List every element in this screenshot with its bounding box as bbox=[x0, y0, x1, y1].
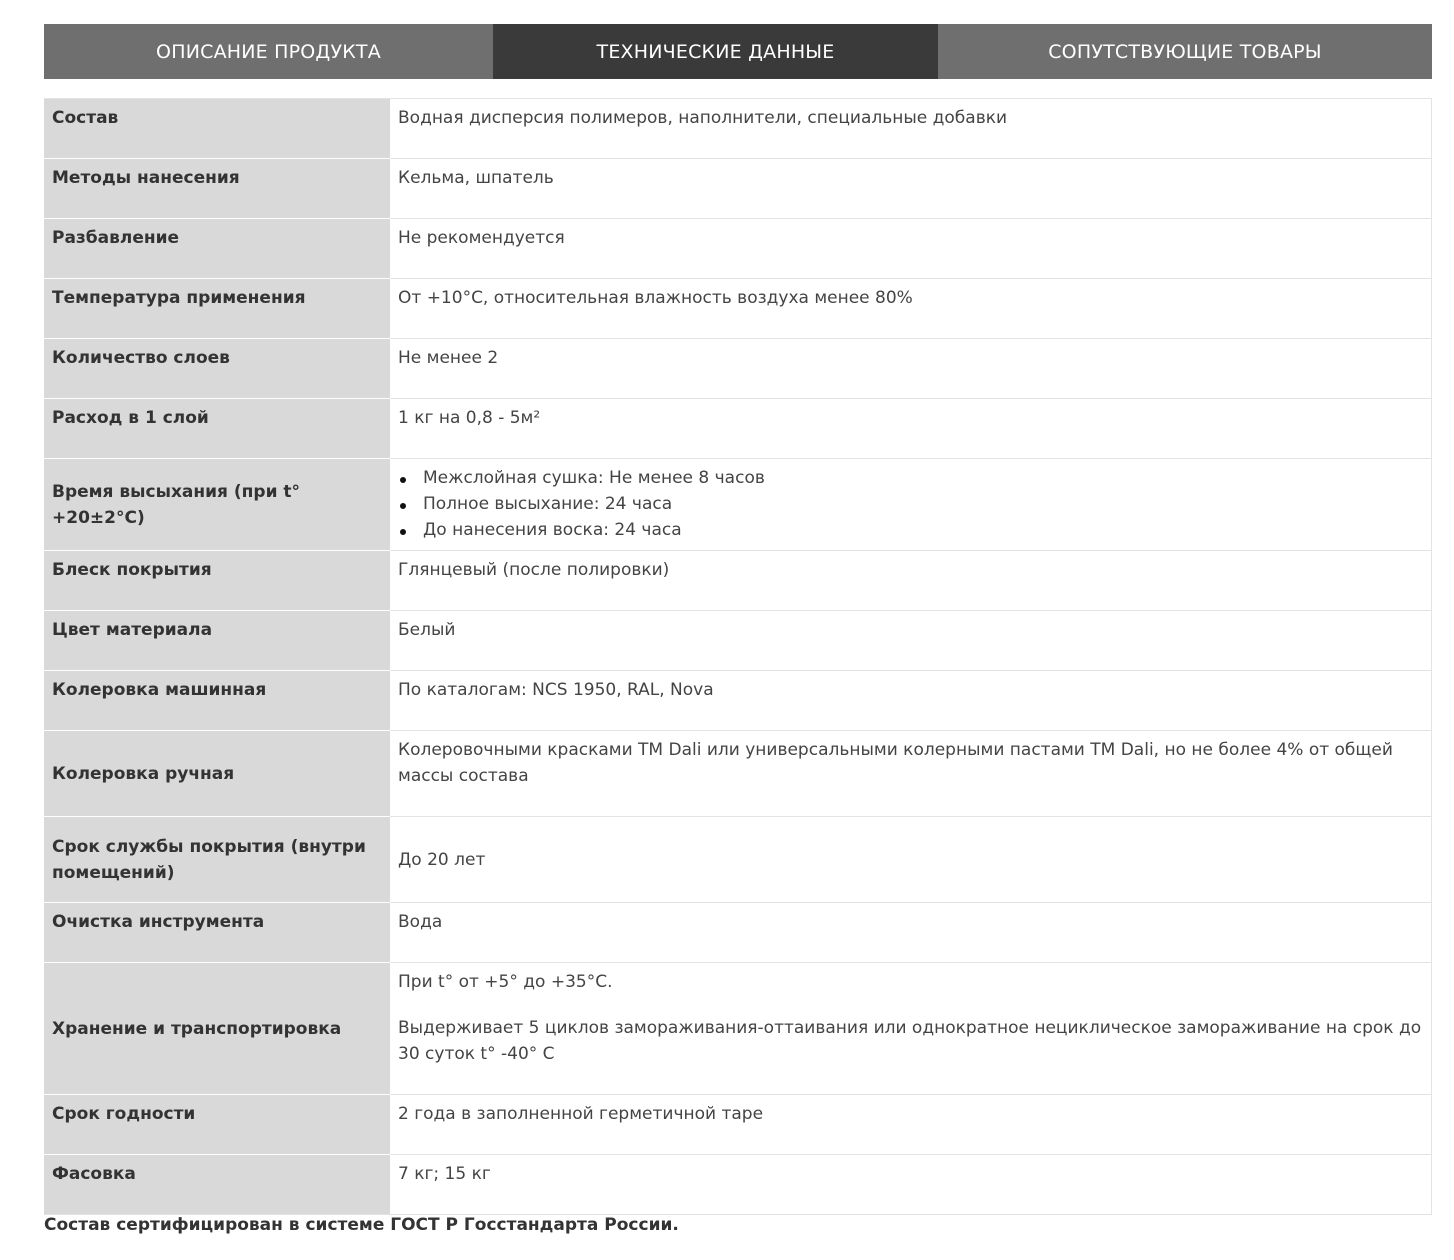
storage-paragraph: При t° от +5° до +35°С. bbox=[398, 972, 613, 992]
table-row bbox=[44, 903, 1432, 963]
list-item: Полное высыхание: 24 часа bbox=[398, 491, 1423, 517]
spec-value: Водная дисперсия полимеров, наполнители, специальные добавки bbox=[390, 99, 1432, 159]
spec-label: Разбавление bbox=[44, 219, 390, 279]
spec-value: 7 кг; 15 кг bbox=[390, 1155, 1432, 1215]
spec-value: От +10°С, относительная влажность воздуха менее 80% bbox=[390, 279, 1432, 339]
table-row bbox=[44, 279, 1432, 339]
table-row bbox=[44, 731, 1432, 817]
spec-label: Блеск покрытия bbox=[44, 551, 390, 611]
spec-label: Колеровка машинная bbox=[44, 671, 390, 731]
spec-value bbox=[390, 963, 1432, 1095]
table-row bbox=[44, 159, 1432, 219]
list-item: Межслойная сушка: Не менее 8 часов bbox=[398, 465, 1423, 491]
table-row bbox=[44, 219, 1432, 279]
table-row bbox=[44, 339, 1432, 399]
table-row bbox=[44, 1095, 1432, 1155]
table-row bbox=[44, 551, 1432, 611]
spec-label: Срок службы покрытия (внутри помещений) bbox=[44, 817, 390, 903]
tab-bar bbox=[44, 24, 1432, 79]
spec-value: Не рекомендуется bbox=[390, 219, 1432, 279]
tab-product-description[interactable]: ОПИСАНИЕ ПРОДУКТА bbox=[44, 24, 493, 79]
spec-label: Температура применения bbox=[44, 279, 390, 339]
spec-value: Кельма, шпатель bbox=[390, 159, 1432, 219]
tab-related-products[interactable]: СОПУТСТВУЮЩИЕ ТОВАРЫ bbox=[938, 24, 1432, 79]
spec-label: Колеровка ручная bbox=[44, 731, 390, 817]
spec-label: Методы нанесения bbox=[44, 159, 390, 219]
spec-label: Расход в 1 слой bbox=[44, 399, 390, 459]
table-row bbox=[44, 399, 1432, 459]
drying-times-list bbox=[398, 465, 1423, 543]
spec-value: До 20 лет bbox=[390, 817, 1432, 903]
table-row bbox=[44, 459, 1432, 551]
spec-label: Цвет материала bbox=[44, 611, 390, 671]
tab-technical-data[interactable]: ТЕХНИЧЕСКИЕ ДАННЫЕ bbox=[493, 24, 938, 79]
spec-value: Вода bbox=[390, 903, 1432, 963]
specs-table bbox=[44, 98, 1432, 1215]
spec-label: Срок годности bbox=[44, 1095, 390, 1155]
spec-label: Состав bbox=[44, 99, 390, 159]
table-row bbox=[44, 671, 1432, 731]
table-row bbox=[44, 611, 1432, 671]
spec-label: Количество слоев bbox=[44, 339, 390, 399]
spec-label: Фасовка bbox=[44, 1155, 390, 1215]
spec-value: 1 кг на 0,8 - 5м² bbox=[390, 399, 1432, 459]
spec-value bbox=[390, 459, 1432, 551]
table-row bbox=[44, 963, 1432, 1095]
certification-note: Состав сертифицирован в системе ГОСТ Р Госстандарта России. bbox=[44, 1215, 679, 1235]
spec-value: 2 года в заполненной герметичной таре bbox=[390, 1095, 1432, 1155]
table-row bbox=[44, 99, 1432, 159]
storage-paragraph: Выдерживает 5 циклов замораживания-оттаивания или однократное нециклическое замораживание на срок до 30 суток t° -40° С bbox=[398, 1018, 1422, 1064]
table-row bbox=[44, 817, 1432, 903]
list-item: До нанесения воска: 24 часа bbox=[398, 517, 1423, 543]
spec-label: Очистка инструмента bbox=[44, 903, 390, 963]
spec-label: Хранение и транспортировка bbox=[44, 963, 390, 1095]
spec-value: Белый bbox=[390, 611, 1432, 671]
table-row bbox=[44, 1155, 1432, 1215]
spec-value: По каталогам: NCS 1950, RAL, Nova bbox=[390, 671, 1432, 731]
spec-value: Не менее 2 bbox=[390, 339, 1432, 399]
spec-value: Глянцевый (после полировки) bbox=[390, 551, 1432, 611]
spec-value: Колеровочными красками ТМ Dali или универсальными колерными пастами ТМ Dali, но не более 4% от общей массы состава bbox=[390, 731, 1432, 817]
spec-label: Время высыхания (при t° +20±2°С) bbox=[44, 459, 390, 551]
